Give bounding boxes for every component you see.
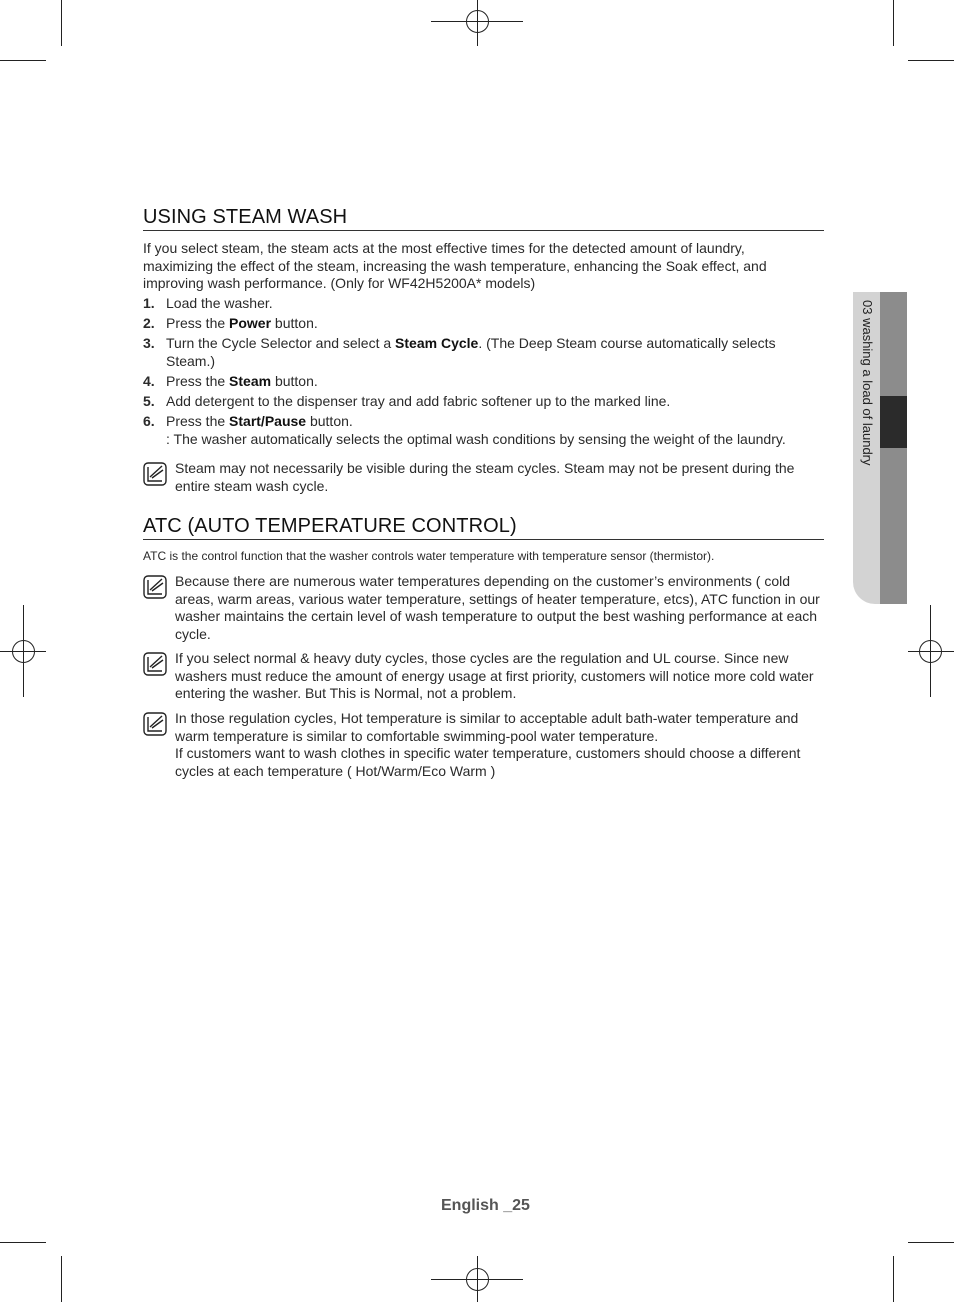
side-tab-marker: [880, 396, 907, 448]
side-tab-bar: [880, 292, 907, 604]
step-text: button.: [271, 372, 318, 389]
note-icon: [143, 652, 167, 676]
steam-wash-intro: If you select steam, the steam acts at the most effective times for the detected amount of laundry, maximizing the effect of the steam, increasing the wash temperature, enhancing the Soak effect, and improving wash performance. (Only for WF42H5200A* models): [143, 240, 767, 291]
step-number: 1.: [143, 295, 155, 311]
step-item: [143, 393, 813, 411]
side-tab-label: 03 washing a load of laundry: [860, 300, 875, 466]
page-number: English _25: [441, 1197, 530, 1214]
step-button-name: Start/Pause: [229, 413, 307, 430]
note-icon: [143, 575, 167, 599]
note-text: Steam may not necessarily be visible during the steam cycles. Steam may not be present during the entire steam wash cycle.: [175, 460, 795, 494]
note-icon: [143, 462, 167, 486]
step-number: 5.: [143, 392, 155, 409]
step-button-name: Steam Cycle: [395, 335, 479, 352]
note-text: [175, 710, 825, 780]
step-text: Press the: [166, 315, 230, 332]
step-text: Turn the Cycle Selector and select a: [166, 335, 396, 352]
step-item: [143, 335, 813, 370]
step-text: Add detergent to the dispenser tray and add fabric softener up to the marked line.: [166, 392, 671, 409]
step-item: [143, 315, 813, 333]
step-text: Press the: [166, 413, 230, 430]
atc-intro: ATC is the control function that the washer controls water temperature with temperature sensor (thermistor).: [143, 549, 715, 563]
step-text: . (The Deep Steam course automatically selects Steam.): [166, 335, 776, 369]
steam-wash-steps: [143, 295, 813, 451]
note-text: Because there are numerous water temperatures depending on the customer’s environments ( cold areas, warm areas, various water temperature, settings of heater temperature, etcs), ATC function in our washer maintains the certain level of wash temperature to output the best washing performance at each cycle.: [175, 573, 820, 642]
step-item: [143, 295, 813, 313]
note-text-line: In those regulation cycles, Hot temperature is similar to acceptable adult bath-water temperature and warm temperature is similar to comfortable swimming-pool water temperature.: [175, 710, 799, 744]
step-number: 3.: [143, 335, 155, 352]
step-number: 4.: [143, 372, 155, 389]
step-text: Load the washer.: [166, 295, 273, 311]
step-text: button.: [306, 413, 353, 430]
note-icon: [143, 712, 167, 736]
step-sub-text: : The washer automatically selects the optimal wash conditions by sensing the weight of the laundry.: [166, 430, 786, 447]
step-text: button.: [271, 315, 318, 332]
section-heading-steam-wash: USING STEAM WASH: [143, 206, 824, 231]
step-text: Press the: [166, 372, 230, 389]
step-number: 6.: [143, 413, 155, 430]
section-heading-atc: ATC (AUTO TEMPERATURE CONTROL): [143, 515, 824, 540]
step-button-name: Power: [229, 315, 272, 332]
step-number: 2.: [143, 315, 155, 332]
step-item: [143, 413, 813, 448]
note-text-line: If customers want to wash clothes in specific water temperature, customers should choose a different cycles at each temperature ( Hot/Warm/Eco Warm ): [175, 745, 801, 779]
step-item: [143, 373, 813, 391]
step-button-name: Steam: [229, 372, 272, 389]
note-text: If you select normal & heavy duty cycles, those cycles are the regulation and UL course. Since new washers must reduce the amount of energy usage at first priority, customers will notice more cold water entering the washer. But This is Normal, not a problem.: [175, 650, 814, 702]
